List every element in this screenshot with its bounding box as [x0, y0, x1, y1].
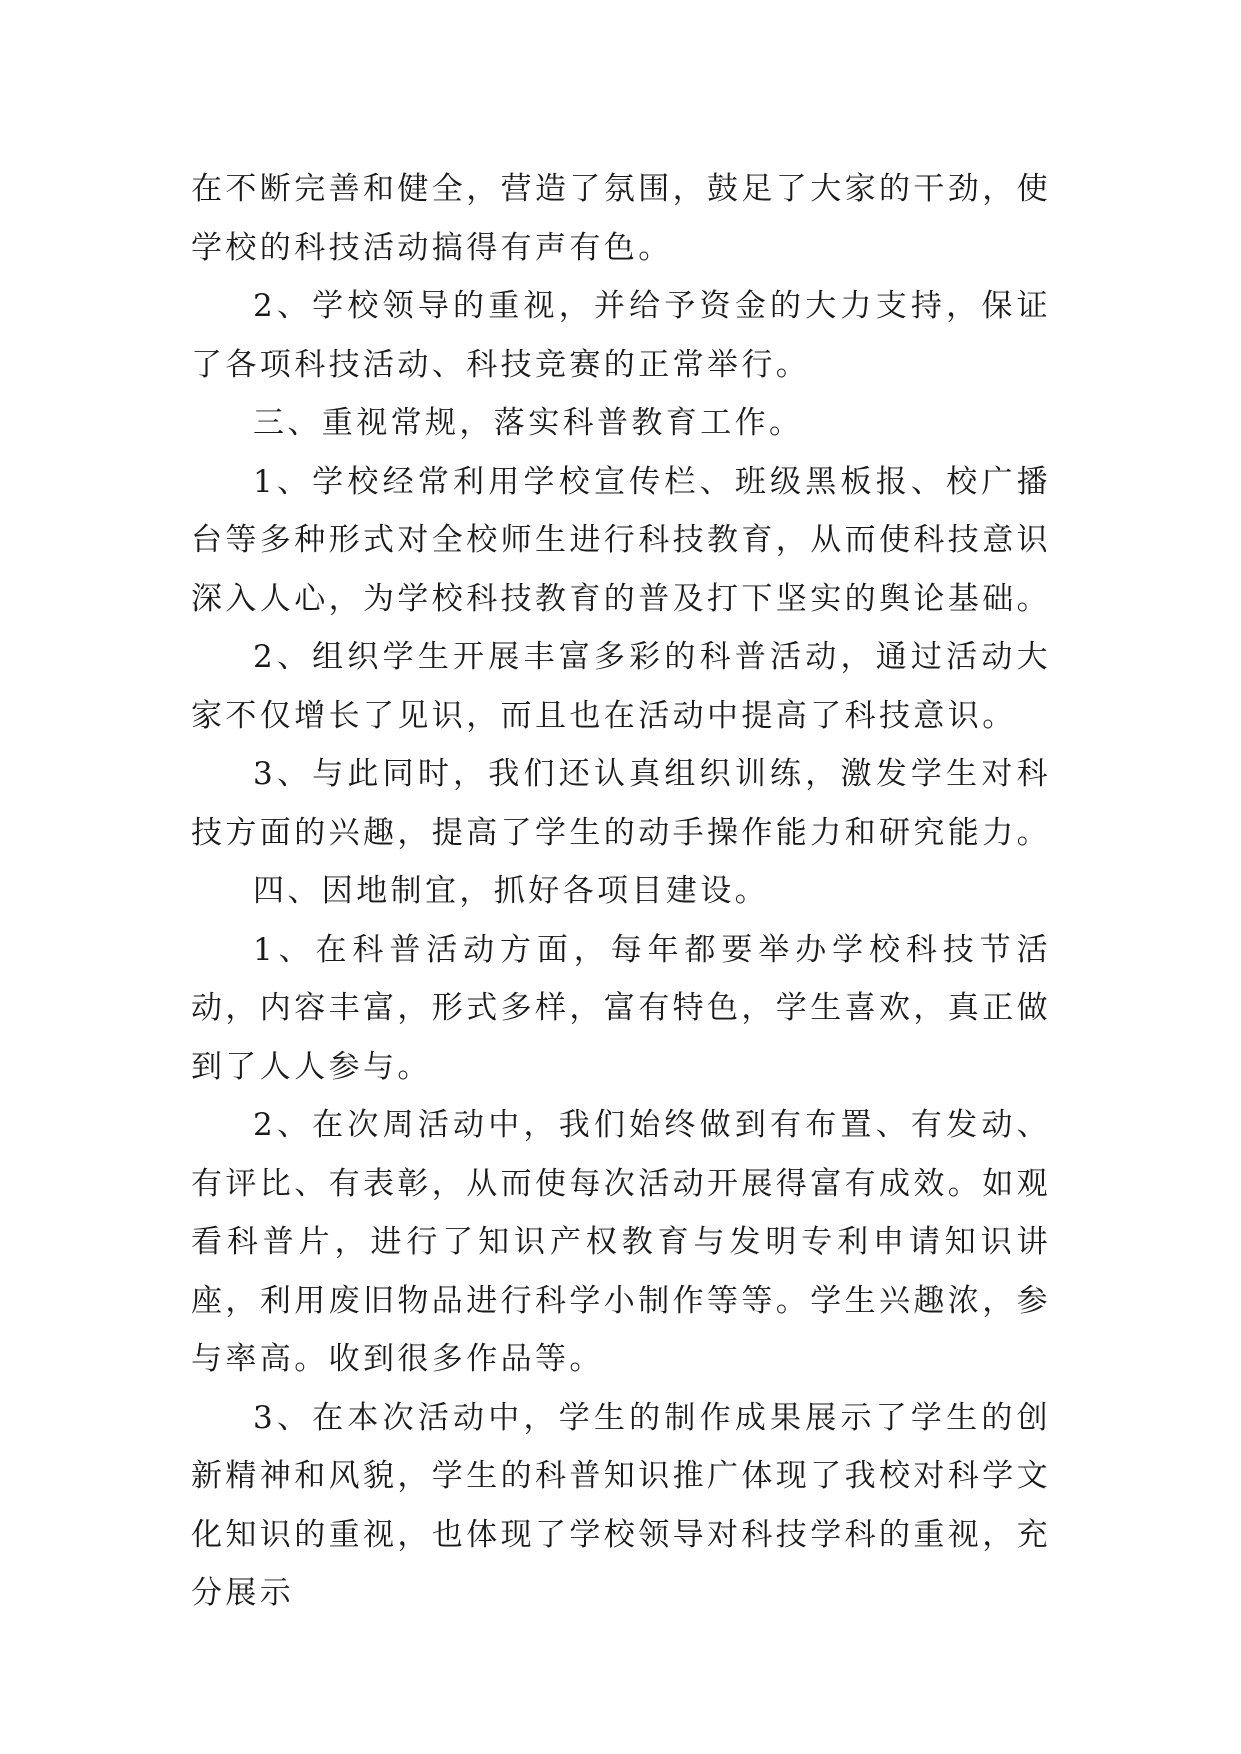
document-page [191, 160, 1051, 1623]
paragraph-continuation: 在不断完善和健全，营造了氛围，鼓足了大家的干劲，使学校的科技活动搞得有声有色。 [191, 171, 1051, 266]
section-heading-three: 三、重视常规，落实科普教育工作。 [253, 405, 804, 441]
paragraph-publicity: 1、学校经常利用学校宣传栏、班级黑板报、校广播台等多种形式对全校师生进行科技教育，从而使科技意识深入人心，为学校科技教育的普及打下坚实的舆论基础。 [191, 463, 1051, 617]
paragraph-training: 3、与此同时，我们还认真组织训练，激发学生对科技方面的兴趣，提高了学生的动手操作能力和研究能力。 [191, 756, 1051, 851]
section-heading-four: 四、因地制宜，抓好各项目建设。 [253, 873, 769, 909]
paragraph-weekly-activities: 2、在次周活动中，我们始终做到有布置、有发动、有评比、有表彰，从而使每次活动开展得富有成效。如观看科普片，进行了知识产权教育与发明专利申请知识讲座，利用废旧物品进行科学小制作等等。学生兴趣浓，参与率高。收到很多作品等。 [191, 1107, 1051, 1377]
paragraph-science-festival: 1、在科普活动方面，每年都要举办学校科技节活动，内容丰富，形式多样，富有特色，学生喜欢，真正做到了人人参与。 [191, 931, 1051, 1085]
paragraph-science-activities: 2、组织学生开展丰富多彩的科普活动，通过活动大家不仅增长了见识，而且也在活动中提高了科技意识。 [191, 639, 1051, 734]
paragraph-leadership-support: 2、学校领导的重视，并给予资金的大力支持，保证了各项科技活动、科技竞赛的正常举行。 [191, 288, 1051, 383]
paragraph-activity-results: 3、在本次活动中，学生的制作成果展示了学生的创新精神和风貌，学生的科普知识推广体现了我校对科学文化知识的重视，也体现了学校领导对科技学科的重视，充分展示 [191, 1399, 1051, 1611]
